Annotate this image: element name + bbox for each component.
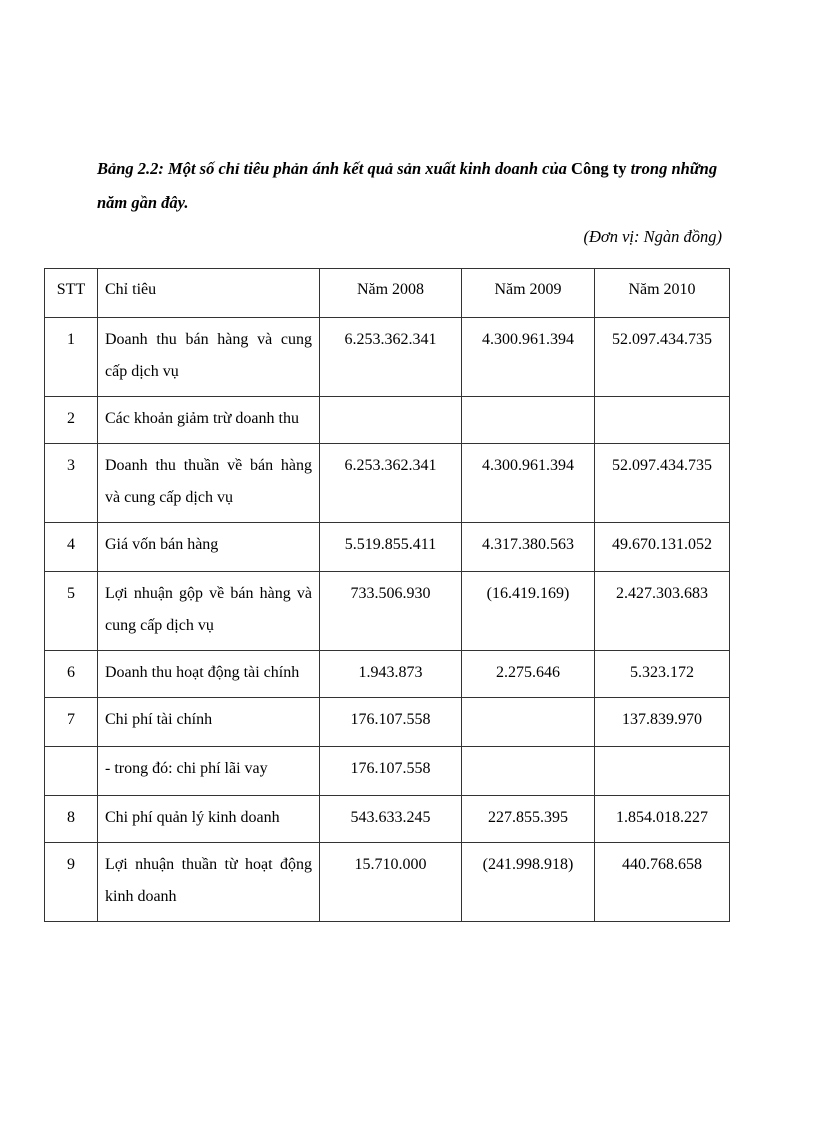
table-row xyxy=(45,444,730,523)
row-value-2008: 5.519.855.411 xyxy=(320,523,462,572)
table-row xyxy=(45,572,730,651)
header-2010: Năm 2010 xyxy=(595,269,730,318)
row-value-2010: 440.768.658 xyxy=(595,843,730,922)
row-indicator: Doanh thu hoạt động tài chính xyxy=(98,651,320,698)
row-indicator: Chi phí tài chính xyxy=(98,698,320,747)
row-value-2009: 4.300.961.394 xyxy=(462,318,595,397)
row-indicator: Doanh thu bán hàng và cung cấp dịch vụ xyxy=(98,318,320,397)
table-row xyxy=(45,651,730,698)
row-stt: 7 xyxy=(45,698,98,747)
row-stt: 2 xyxy=(45,397,98,444)
row-value-2008: 1.943.873 xyxy=(320,651,462,698)
row-value-2009 xyxy=(462,747,595,796)
row-value-2008: 543.633.245 xyxy=(320,796,462,843)
row-value-2008: 6.253.362.341 xyxy=(320,318,462,397)
row-value-2009 xyxy=(462,397,595,444)
row-indicator: - trong đó: chi phí lãi vay xyxy=(98,747,320,796)
row-stt: 4 xyxy=(45,523,98,572)
row-value-2010: 1.854.018.227 xyxy=(595,796,730,843)
row-value-2008: 176.107.558 xyxy=(320,698,462,747)
row-value-2008: 15.710.000 xyxy=(320,843,462,922)
row-indicator: Lợi nhuận gộp về bán hàng và cung cấp dịch vụ xyxy=(98,572,320,651)
table-row xyxy=(45,747,730,796)
row-value-2010 xyxy=(595,747,730,796)
caption-suffix: trong những năm gần đây. xyxy=(97,159,718,212)
table-row xyxy=(45,318,730,397)
caption-company: Công ty xyxy=(571,159,627,178)
header-2008: Năm 2008 xyxy=(320,269,462,318)
row-indicator: Lợi nhuận thuần từ hoạt động kinh doanh xyxy=(98,843,320,922)
row-value-2010: 137.839.970 xyxy=(595,698,730,747)
row-value-2009: 4.300.961.394 xyxy=(462,444,595,523)
row-value-2008: 733.506.930 xyxy=(320,572,462,651)
row-stt: 8 xyxy=(45,796,98,843)
table-row xyxy=(45,796,730,843)
row-value-2009: 227.855.395 xyxy=(462,796,595,843)
results-table xyxy=(44,268,730,922)
header-2009: Năm 2009 xyxy=(462,269,595,318)
row-value-2009: 4.317.380.563 xyxy=(462,523,595,572)
row-stt xyxy=(45,747,98,796)
row-stt: 5 xyxy=(45,572,98,651)
row-indicator: Giá vốn bán hàng xyxy=(98,523,320,572)
row-stt: 1 xyxy=(45,318,98,397)
table-header-row xyxy=(45,269,730,318)
row-value-2008: 176.107.558 xyxy=(320,747,462,796)
row-stt: 6 xyxy=(45,651,98,698)
row-indicator: Các khoản giảm trừ doanh thu xyxy=(98,397,320,444)
table-row xyxy=(45,843,730,922)
row-value-2009: 2.275.646 xyxy=(462,651,595,698)
row-stt: 9 xyxy=(45,843,98,922)
header-stt: STT xyxy=(45,269,98,318)
table-row xyxy=(45,397,730,444)
unit-note: (Đơn vị: Ngàn đồng) xyxy=(583,227,722,246)
row-value-2010: 5.323.172 xyxy=(595,651,730,698)
row-indicator: Chi phí quản lý kinh doanh xyxy=(98,796,320,843)
table-row xyxy=(45,698,730,747)
row-stt: 3 xyxy=(45,444,98,523)
caption-text: Bảng 2.2: Một số chỉ tiêu phản ánh kết quả sản xuất kinh doanh của xyxy=(97,159,572,178)
row-value-2010: 52.097.434.735 xyxy=(595,318,730,397)
row-value-2009: (241.998.918) xyxy=(462,843,595,922)
row-value-2010 xyxy=(595,397,730,444)
table-caption xyxy=(97,152,737,220)
header-indicator: Chỉ tiêu xyxy=(98,269,320,318)
row-value-2009 xyxy=(462,698,595,747)
row-value-2008: 6.253.362.341 xyxy=(320,444,462,523)
row-value-2010: 2.427.303.683 xyxy=(595,572,730,651)
row-value-2010: 49.670.131.052 xyxy=(595,523,730,572)
row-value-2009: (16.419.169) xyxy=(462,572,595,651)
row-indicator: Doanh thu thuần về bán hàng và cung cấp dịch vụ xyxy=(98,444,320,523)
table-row xyxy=(45,523,730,572)
row-value-2010: 52.097.434.735 xyxy=(595,444,730,523)
row-value-2008 xyxy=(320,397,462,444)
